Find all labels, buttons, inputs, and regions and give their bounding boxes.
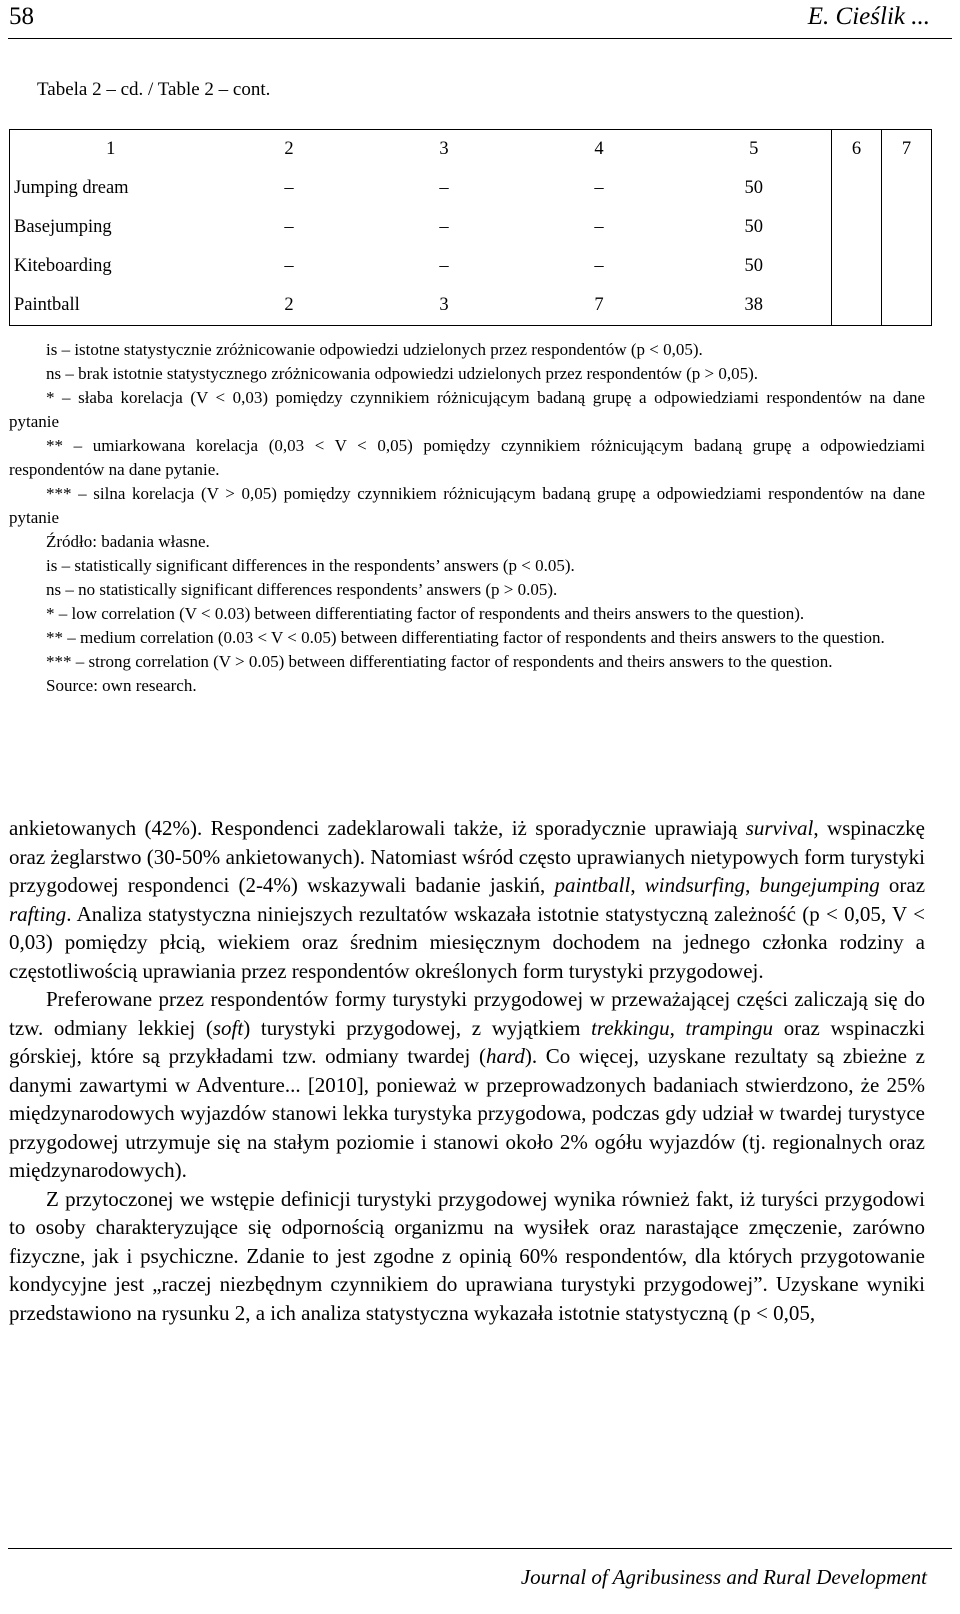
- note-line: ** – umiarkowana korelacja (0,03 < V < 0,05) pomiędzy czynnikiem różnicującym badaną grupę a odpowiedziami respondentów na dane pytanie.: [9, 436, 925, 479]
- table-cell: –: [439, 178, 449, 198]
- note-line: *** – silna korelacja (V > 0,05) pomiędzy czynnikiem różnicującym badaną grupę a odpowiedziami respondentów na dane pytanie: [9, 484, 925, 527]
- italic-term: trekkingu: [591, 1015, 670, 1040]
- text-run: , wspinaczkę oraz żeglarstwo (30-50% ankietowanych). Natomiast wśród często uprawianych nietypowych form turystyki przygodowej respondenci (2-4%) wskazywali badanie jaskiń,: [9, 816, 925, 897]
- table-cell: 50: [677, 247, 832, 286]
- table-cell: –: [594, 256, 604, 276]
- table-cell: –: [284, 217, 294, 237]
- text-run: ,: [630, 873, 645, 897]
- table-cell: [882, 208, 932, 247]
- italic-term: paintball: [554, 873, 631, 897]
- table-cell: [832, 247, 882, 286]
- italic-term: rafting: [9, 901, 67, 926]
- text-run: oraz wspinaczki górskiej, które są przykładami tzw. odmiany twardej (: [9, 1015, 925, 1068]
- column-header: 7: [882, 130, 932, 170]
- table-row: [10, 247, 932, 286]
- table-row: [10, 169, 932, 208]
- text-run: oraz: [879, 873, 926, 897]
- footer-rule: [8, 1548, 952, 1549]
- table-cell: [832, 208, 882, 247]
- column-header: 1: [10, 130, 212, 170]
- text-run: Preferowane przez respondentów formy turystyki przygodowej w przeważającej części zaliczają się do tzw. odmiany lekkiej (: [9, 987, 925, 1040]
- data-table: [9, 129, 932, 326]
- note-line: *** – strong correlation (V > 0.05) between differentiating factor of respondents and theirs answers to the question.: [46, 652, 833, 671]
- text-run: ankietowanych (42%). Respondenci zadeklarowali także, iż sporadycznie uprawiają: [9, 816, 746, 840]
- table-cell: –: [284, 256, 294, 276]
- table-cell: –: [439, 217, 449, 237]
- note-line: is – statistically significant differences in the respondents’ answers (p < 0.05).: [46, 556, 575, 575]
- table-cell: 50: [677, 169, 832, 208]
- text-run: ) turystyki przygodowej, z wyjątkiem: [243, 1015, 592, 1040]
- body-text: [9, 814, 925, 1327]
- italic-term: survival: [745, 816, 814, 840]
- page-number: 58: [9, 3, 34, 30]
- note-line: * – low correlation (V < 0.03) between differentiating factor of respondents and theirs answers to the question).: [46, 604, 805, 623]
- table-caption: Tabela 2 – cd. / Table 2 – cont.: [37, 79, 271, 100]
- column-header: 3: [367, 130, 522, 170]
- italic-term: bungejumping: [759, 873, 880, 897]
- running-head: E. Cieślik ...: [807, 3, 930, 30]
- table-cell: [882, 286, 932, 326]
- table-cell: 50: [677, 208, 832, 247]
- column-header: 2: [212, 130, 367, 170]
- row-label: Jumping dream: [10, 169, 212, 208]
- table-cell: –: [284, 178, 294, 198]
- table-notes: [9, 338, 925, 698]
- table-cell: [832, 286, 882, 326]
- note-line: ** – medium correlation (0.03 < V < 0.05) between differentiating factor of respondents and theirs answers to the question.: [46, 628, 885, 647]
- note-line: ns – no statistically significant differences respondents’ answers (p > 0.05).: [46, 580, 558, 599]
- text-run: ,: [745, 873, 760, 897]
- note-line: Źródło: badania własne.: [46, 532, 210, 551]
- paragraph-2: [9, 985, 925, 1185]
- text-run: . Analiza statystyczna niniejszych rezultatów wskazała istotnie statystyczną zależność (p < 0,05, V < 0,03) pomiędzy płcią, wiekiem oraz średnim miesięcznym dochodem na jednego członka rodziny a częstotliwością uprawiania przez respondentów określonych form turystyki przygodowej.: [9, 901, 925, 983]
- column-header: 6: [832, 130, 882, 170]
- table-cell: [882, 247, 932, 286]
- table-cell: 38: [677, 286, 832, 326]
- table-header-row: [10, 130, 932, 170]
- column-header: 4: [522, 130, 677, 170]
- table-cell: –: [594, 178, 604, 198]
- journal-footer: Journal of Agribusiness and Rural Development: [520, 1565, 927, 1589]
- table-cell: 2: [212, 286, 367, 326]
- table-cell: 3: [367, 286, 522, 326]
- italic-term: soft: [212, 1015, 244, 1040]
- table-cell: [882, 169, 932, 208]
- text-run: ,: [669, 1015, 686, 1040]
- row-label: Paintball: [10, 286, 212, 326]
- table-cell: 7: [522, 286, 677, 326]
- note-line: ns – brak istotnie statystycznego zróżnicowania odpowiedzi udzielonych przez respondentów (p > 0,05).: [46, 364, 759, 383]
- table-cell: –: [439, 256, 449, 276]
- italic-term: trampingu: [685, 1015, 774, 1040]
- header-rule: [8, 38, 952, 39]
- row-label: Kiteboarding: [10, 247, 212, 286]
- table-row: [10, 208, 932, 247]
- note-line: Source: own research.: [46, 676, 197, 695]
- table-cell: –: [594, 217, 604, 237]
- paragraph-1: [9, 814, 925, 985]
- column-header: 5: [677, 130, 832, 170]
- table-row: [10, 286, 932, 326]
- text-run: ). Co więcej, uzyskane rezultaty są zbieżne z danymi zawartymi w Adventure... [2010], ponieważ w przeprowadzonych badaniach stwierdzono, że 25% międzynarodowych wyjazdów stanowi lekka turystyka przygodowa, podczas gdy udział w twardej turystyce przygodowej utrzymuje się na stałym poziomie i stanowi około 2% ogółu wyjazdów (tj. regionalnych oraz międzynarodowych).: [9, 1044, 925, 1182]
- table-cell: [832, 169, 882, 208]
- italic-term: hard: [485, 1044, 525, 1068]
- italic-term: windsurfing: [644, 873, 746, 897]
- note-line: is – istotne statystycznie zróżnicowanie odpowiedzi udzielonych przez respondentów (p < 0,05).: [46, 340, 703, 359]
- paragraph-3: Z przytoczonej we wstępie definicji turystyki przygodowej wynika również fakt, iż turyści przygodowi to osoby charakteryzujące się odpornością organizmu na wysiłek oraz narastające zmęczenie, zarówno fizyczne, jak i psychiczne. Zdanie to jest zgodne z opinią 60% respondentów, dla których przygotowanie kondycyjne jest „raczej niezbędnym czynnikiem do uprawiana turystyki przygodowej”. Uzyskane wyniki przedstawiono na rysunku 2, a ich analiza statystyczna wykazała istotnie statystyczną (p < 0,05,: [9, 1186, 925, 1325]
- note-line: * – słaba korelacja (V < 0,03) pomiędzy czynnikiem różnicującym badaną grupę a odpowiedziami respondentów na dane pytanie: [9, 388, 925, 431]
- row-label: Basejumping: [10, 208, 212, 247]
